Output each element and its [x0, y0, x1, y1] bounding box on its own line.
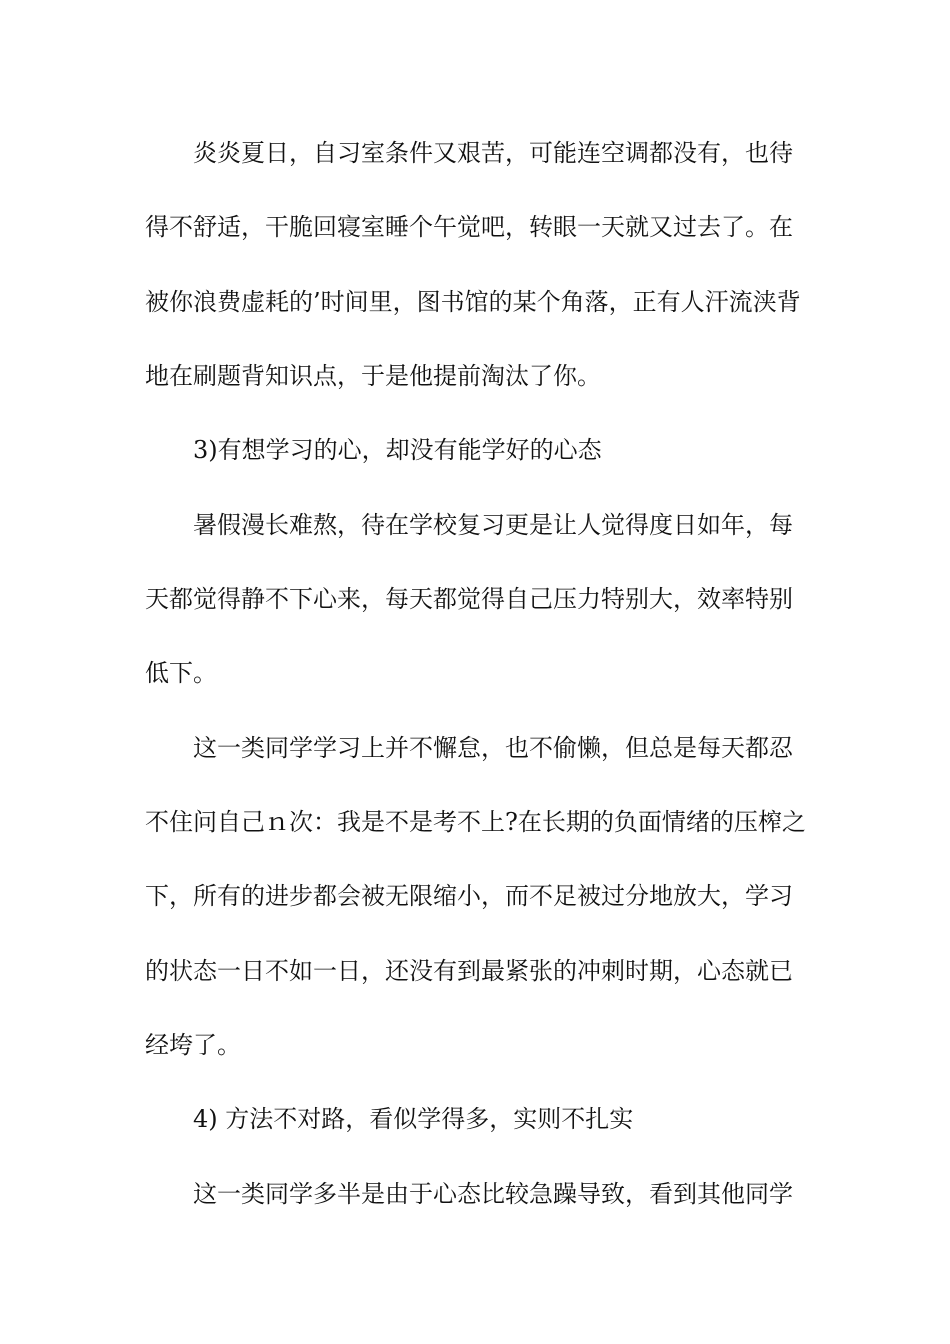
text-line: 这一类同学多半是由于心态比较急躁导致，看到其他同学	[193, 1180, 793, 1208]
text-line: 低下。	[145, 659, 217, 687]
text-line: 的状态一日不如一日，还没有到最紧张的冲刺时期，心态就已	[145, 957, 793, 985]
text-line: 炎炎夏日，自习室条件又艰苦，可能连空调都没有，也待	[193, 139, 793, 167]
section-heading: 3)有想学习的心，却没有能学好的心态	[193, 436, 602, 464]
text-line: 得不舒适，干脆回寝室睡个午觉吧，转眼一天就又过去了。在	[145, 213, 793, 241]
text-line: 天都觉得静不下心来，每天都觉得自己压力特别大，效率特别	[145, 585, 793, 613]
text-line: 这一类同学学习上并不懈怠，也不偷懒，但总是每天都忍	[193, 734, 793, 762]
text-line: 经垮了。	[145, 1031, 241, 1059]
section-heading: 4) 方法不对路，看似学得多，实则不扎实	[193, 1105, 634, 1133]
text-line: 地在刷题背知识点，于是他提前淘汰了你。	[145, 362, 601, 390]
text-line: 暑假漫长难熬，待在学校复习更是让人觉得度日如年，每	[193, 511, 793, 539]
text-line: 不住问自己ｎ次：我是不是考不上?在长期的负面情绪的压榨之	[145, 808, 806, 836]
text-line: 被你浪费虚耗的’时间里，图书馆的某个角落，正有人汗流浃背	[145, 288, 801, 316]
text-line: 下，所有的进步都会被无限缩小，而不足被过分地放大，学习	[145, 882, 793, 910]
